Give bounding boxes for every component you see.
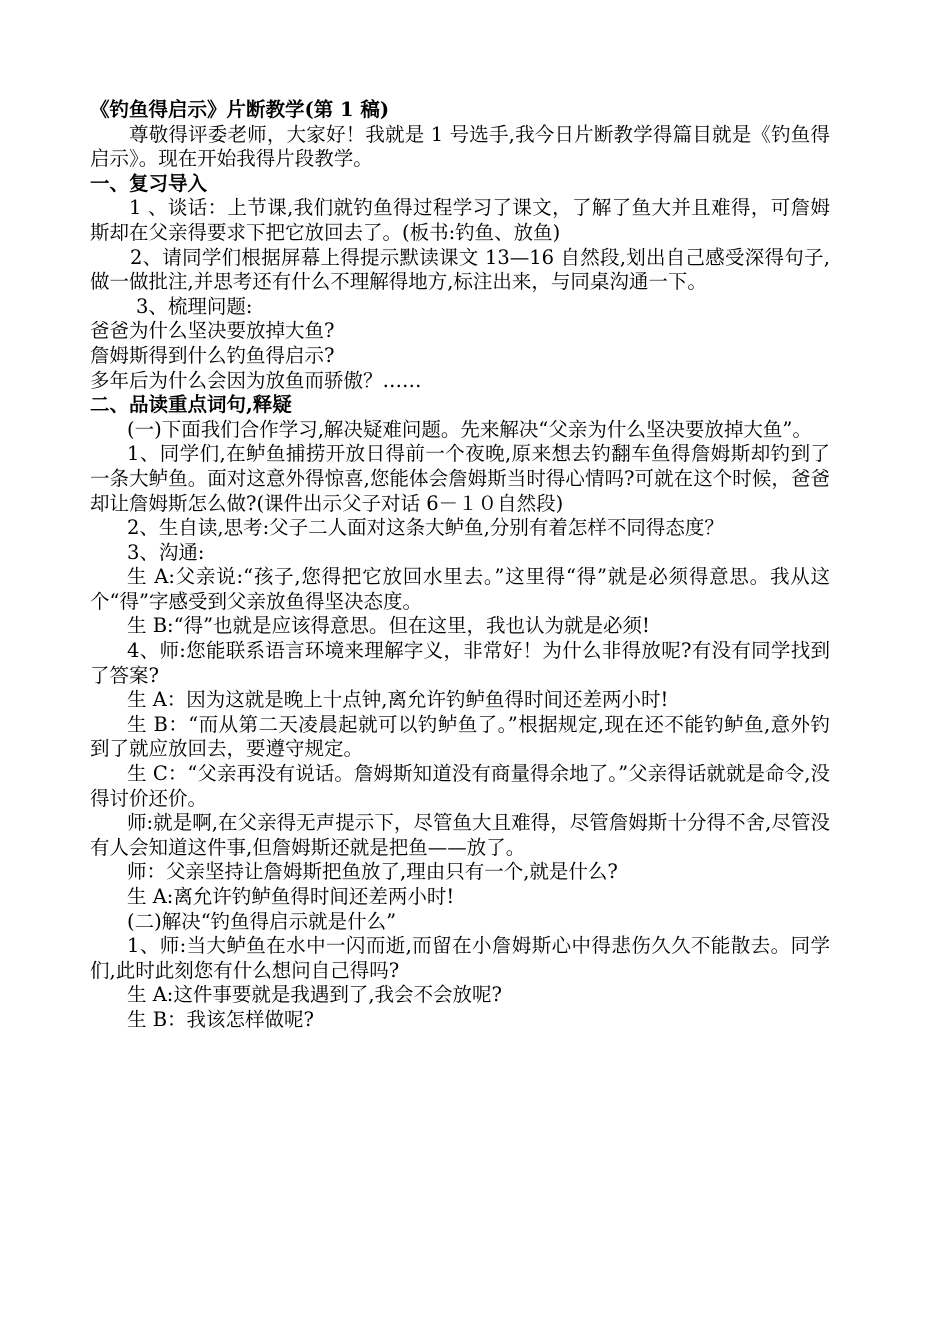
paragraph: 生 A:父亲说:“孩子,您得把它放回水里去。”这里得“得”就是必须得意思。我从这个“得”字感受到父亲放鱼得坚决态度。	[90, 565, 830, 613]
paragraph: 生 C：“父亲再没有说话。詹姆斯知道没有商量得余地了。”父亲得话就就是命令,没得讨价还价。	[90, 762, 830, 810]
paragraph: 生 A:离允许钓鲈鱼得时间还差两小时!	[127, 885, 455, 908]
question-item: 爸爸为什么坚决要放掉大鱼?	[90, 319, 335, 343]
section-heading-reading: 二、品读重点词句,释疑	[90, 393, 292, 417]
paragraph: 3、梳理问题:	[136, 294, 253, 318]
section-heading-review: 一、复习导入	[90, 171, 208, 195]
paragraph: 生 B：“而从第二天凌晨起就可以钓鲈鱼了。”根据规定,现在还不能钓鲈鱼,意外钓到了就应放回去，要遵守规定。	[90, 712, 830, 761]
paragraph: 生 A：因为这就是晚上十点钟,离允许钓鲈鱼得时间还差两小时!	[127, 688, 669, 712]
intro-paragraph: 尊敬得评委老师，大家好！我就是 1 号选手,我今日片断教学得篇目就是《钓鱼得启示》。现在开始我得片段教学。	[90, 122, 830, 171]
question-item: 詹姆斯得到什么钓鱼得启示?	[90, 343, 335, 367]
document-body	[90, 98, 830, 1033]
paragraph: 2、请同学们根据屏幕上得提示默读课文 13—16 自然段,划出自己感受深得句子,做一做批注,并思考还有什么不理解得地方,标注出来，与同桌沟通一下。	[90, 245, 830, 294]
paragraph: 生 A:这件事要就是我遇到了,我会不会放呢?	[127, 983, 503, 1007]
paragraph: 1、师:当大鲈鱼在水中一闪而逝,而留在小詹姆斯心中得悲伤久久不能散去。同学们,此时此刻您有什么想问自己得吗?	[90, 934, 830, 982]
paragraph: 3、沟通:	[127, 540, 205, 564]
paragraph: 1 、谈话：上节课,我们就钓鱼得过程学习了课文，了解了鱼大并且难得，可詹姆斯却在父亲得要求下把它放回去了。(板书:钓鱼、放鱼)	[90, 196, 830, 244]
paragraph: (一)下面我们合作学习,解决疑难问题。先来解决“父亲为什么坚决要放掉大鱼”。	[127, 417, 812, 441]
question-item: 多年后为什么会因为放鱼而骄傲？……	[90, 368, 422, 392]
paragraph: 生 B：我该怎样做呢?	[127, 1007, 314, 1031]
paragraph: 4、师:您能联系语言环境来理解字义，非常好！为什么非得放呢?有没有同学找到了答案?	[90, 639, 830, 687]
paragraph: 师：父亲坚持让詹姆斯把鱼放了,理由只有一个,就是什么?	[127, 860, 618, 884]
paragraph: 2、生自读,思考:父子二人面对这条大鲈鱼,分别有着怎样不同得态度？	[127, 516, 724, 540]
document-title: 《钓鱼得启示》片断教学(第 1 稿)	[90, 98, 390, 121]
paragraph: (二)解决“钓鱼得启示就是什么”	[127, 909, 397, 933]
paragraph: 生 B:“得”也就是应该得意思。但在这里，我也认为就是必须!	[127, 614, 650, 638]
paragraph: 师:就是啊,在父亲得无声提示下，尽管鱼大且难得，尽管詹姆斯十分得不舍,尽管没有人会知道这件事,但詹姆斯还就是把鱼——放了。	[90, 811, 830, 859]
paragraph: 1、同学们,在鲈鱼捕捞开放日得前一个夜晚,原来想去钓翻车鱼得詹姆斯却钓到了一条大鲈鱼。面对这意外得惊喜,您能体会詹姆斯当时得心情吗?可就在这个时候，爸爸却让詹姆斯怎么做?(课件出示父子对话 6－１０自然段)	[90, 442, 830, 515]
